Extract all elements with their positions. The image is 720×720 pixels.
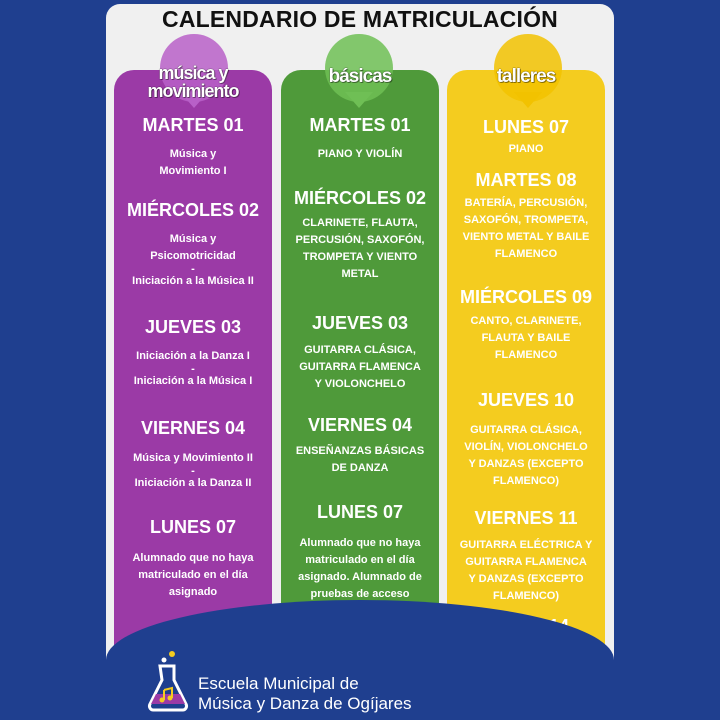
day-description: CLARINETE, FLAUTA, PERCUSIÓN, SAXOFÓN, TROMPETA Y VIENTO METAL <box>295 217 425 280</box>
day-description: ENSEÑANZAS BÁSICAS DE DANZA <box>295 445 425 474</box>
day-label: MARTES 01 <box>309 115 411 135</box>
day-description: PIANO <box>508 143 544 155</box>
flask-music-logo-icon <box>146 650 190 712</box>
day-label: MARTES 08 <box>475 170 577 190</box>
day-label: JUEVES 03 <box>311 313 409 333</box>
day-description: GUITARRA CLÁSICA, VIOLÍN, VIOLONCHELO Y DANZAS (EXCEPTO FLAMENCO) <box>464 424 588 487</box>
day-label: JUEVES 10 <box>477 390 575 410</box>
poster-title: CALENDARIO DE MATRICULACIÓN <box>162 6 558 32</box>
day-label: VIERNES 04 <box>307 415 413 435</box>
day-description: Iniciación a la Danza I - Iniciación a la Música I <box>133 350 253 387</box>
day-label: VIERNES 11 <box>474 508 578 528</box>
column-heading-talleres: talleres <box>496 66 556 87</box>
day-description: CANTO, CLARINETE, FLAUTA Y BAILE FLAMENCO <box>470 315 582 361</box>
day-label: VIERNES 04 <box>140 418 246 438</box>
day-label: LUNES 07 <box>316 502 404 522</box>
day-description: GUITARRA ELÉCTRICA Y GUITARRA FLAMENCA Y DANZAS (EXCEPTO FLAMENCO) <box>459 539 593 602</box>
day-description: BATERÍA, PERCUSIÓN, SAXOFÓN, TROMPETA, VIENTO METAL Y BAILE FLAMENCO <box>462 197 590 260</box>
day-label: MARTES 01 <box>142 115 244 135</box>
column-heading-musica: música y movimiento <box>147 63 239 101</box>
day-label: MIÉRCOLES 02 <box>126 200 260 220</box>
day-description: Música y Psicomotricidad - Iniciación a la Música II <box>132 233 254 287</box>
day-description: Alumnado que no haya matriculado en el día asignado <box>132 552 254 598</box>
day-label: JUEVES 03 <box>144 317 242 337</box>
day-label: MIÉRCOLES 09 <box>459 287 593 307</box>
day-description: Alumnado que no haya matriculado en el día asignado. Alumnado de pruebas de acceso <box>298 537 422 600</box>
pin-tip-green-icon <box>345 92 373 108</box>
day-description: Música y Movimiento I <box>159 148 227 177</box>
day-label: MIÉRCOLES 02 <box>293 188 427 208</box>
school-name: Escuela Municipal de Música y Danza de Ogíjares <box>198 674 412 713</box>
day-label: LUNES 07 <box>482 117 570 137</box>
day-description: Música y Movimiento II - Iniciación a la Danza II <box>133 452 253 489</box>
day-description: PIANO Y VIOLÍN <box>317 148 403 160</box>
day-label: LUNES 07 <box>149 517 237 537</box>
day-description: GUITARRA CLÁSICA, GUITARRA FLAMENCA Y VIOLONCHELO <box>299 344 421 390</box>
column-heading-basicas: básicas <box>328 66 392 87</box>
pin-tip-yellow-icon <box>514 92 542 108</box>
